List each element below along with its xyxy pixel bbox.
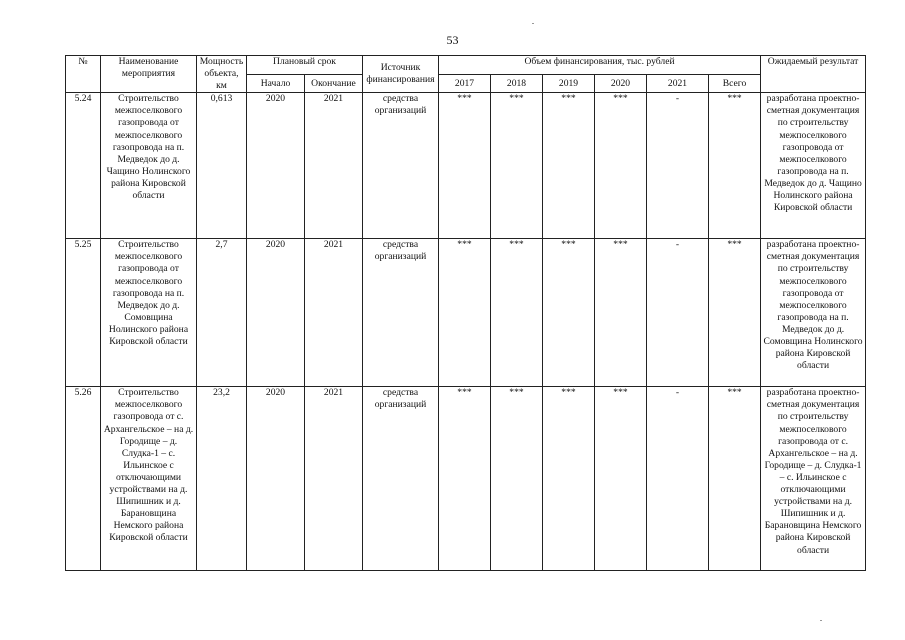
header-source: Источник финансирования (363, 56, 439, 93)
row-result: разработана проектно-сметная документация по строительству межпоселкового газопровода от с. Архангельское – на д. Городище – д. Слудка-1 – с. Ильинское с отключающими устройствами на д. Шипишник и д. Барановщина Немского района Кировской области (761, 387, 866, 571)
row-value-2020: *** (595, 93, 647, 239)
row-name: Строительство межпоселкового газопровода от с. Архангельское – на д. Городище – д. Слудка-1 – с. Ильинское с отключающими устройствами на д. Шипишник и д. Барановщина Немского района Кировской области (101, 387, 197, 571)
header-year-2020: 2020 (595, 75, 647, 93)
table-row (66, 239, 866, 387)
row-value-total: *** (709, 387, 761, 571)
row-value-2019: *** (543, 239, 595, 387)
row-capacity: 23,2 (197, 387, 247, 571)
header-total: Всего (709, 75, 761, 93)
header-year-2021: 2021 (647, 75, 709, 93)
row-source: средства организаций (363, 239, 439, 387)
header-name: Наименование мероприятия (101, 56, 197, 93)
table-row (66, 93, 866, 239)
scan-speck (532, 23, 534, 24)
row-value-2017: *** (439, 387, 491, 571)
header-plan-term: Плановый срок (247, 56, 363, 75)
row-value-2017: *** (439, 239, 491, 387)
header-end: Окончание (305, 75, 363, 93)
row-value-2019: *** (543, 387, 595, 571)
row-source: средства организаций (363, 93, 439, 239)
row-source: средства организаций (363, 387, 439, 571)
row-value-2020: *** (595, 239, 647, 387)
row-capacity: 2,7 (197, 239, 247, 387)
header-year-2017: 2017 (439, 75, 491, 93)
funding-table (65, 55, 866, 571)
header-year-2019: 2019 (543, 75, 595, 93)
row-num: 5.24 (66, 93, 101, 239)
row-name: Строительство межпоселкового газопровода от межпоселкового газопровода на п. Медведок до д. Чащино Нолинского района Кировской области (101, 93, 197, 239)
row-value-2018: *** (491, 93, 543, 239)
header-capacity: Мощность объекта, км (197, 56, 247, 93)
header-num: № (66, 56, 101, 93)
row-value-total: *** (709, 93, 761, 239)
row-value-2018: *** (491, 387, 543, 571)
header-funding: Объем финансирования, тыс. рублей (439, 56, 761, 75)
row-num: 5.26 (66, 387, 101, 571)
row-value-2021: - (647, 239, 709, 387)
row-start: 2020 (247, 239, 305, 387)
scan-speck (820, 620, 822, 621)
header-row (66, 56, 866, 75)
header-year-2018: 2018 (491, 75, 543, 93)
row-end: 2021 (305, 239, 363, 387)
row-start: 2020 (247, 93, 305, 239)
row-value-total: *** (709, 239, 761, 387)
header-result: Ожидаемый результат (761, 56, 866, 93)
row-value-2021: - (647, 387, 709, 571)
table-row (66, 387, 866, 571)
page-number: 53 (446, 33, 459, 47)
row-name: Строительство межпоселкового газопровода от межпоселкового газопровода на п. Медведок до д. Сомовщина Нолинского района Кировской области (101, 239, 197, 387)
row-value-2019: *** (543, 93, 595, 239)
row-value-2021: - (647, 93, 709, 239)
row-end: 2021 (305, 93, 363, 239)
row-value-2018: *** (491, 239, 543, 387)
row-value-2020: *** (595, 387, 647, 571)
row-result: разработана проектно-сметная документация по строительству межпоселкового газопровода от межпоселкового газопровода на п. Медведок до д. Сомовщина Нолинского района Кировской области (761, 239, 866, 387)
row-value-2017: *** (439, 93, 491, 239)
row-capacity: 0,613 (197, 93, 247, 239)
row-num: 5.25 (66, 239, 101, 387)
header-start: Начало (247, 75, 305, 93)
row-start: 2020 (247, 387, 305, 571)
row-end: 2021 (305, 387, 363, 571)
row-result: разработана проектно-сметная документация по строительству межпоселкового газопровода от межпоселкового газопровода на п. Медведок до д. Чащино Нолинского района Кировской области (761, 93, 866, 239)
